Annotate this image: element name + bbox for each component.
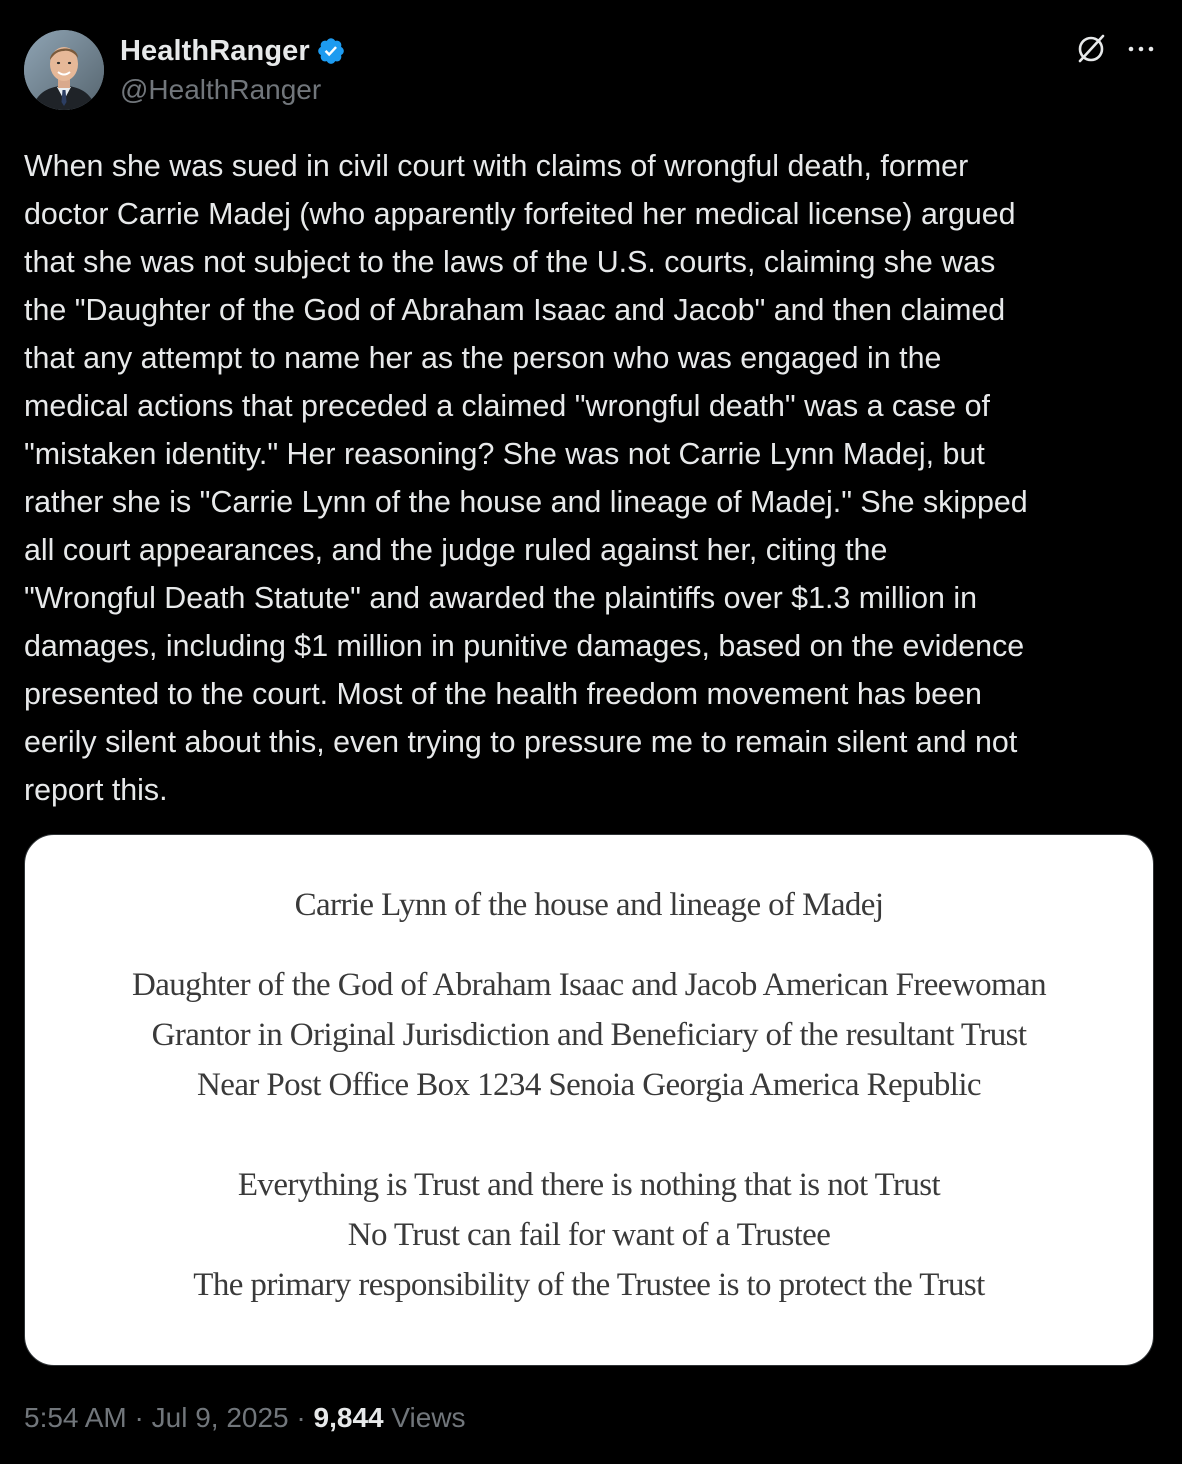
attached-image[interactable]	[24, 834, 1154, 1366]
image-line-maxim-3: The primary responsibility of the Trustee is to protect the Trust	[193, 1267, 985, 1303]
image-line-address: Near Post Office Box 1234 Senoia Georgia America Republic	[197, 1067, 981, 1103]
image-line-maxim-2: No Trust can fail for want of a Trustee	[347, 1217, 831, 1253]
author-handle[interactable]: @HealthRanger	[120, 74, 322, 105]
tweet-meta	[24, 1402, 466, 1434]
verified-badge-icon[interactable]	[316, 36, 346, 66]
post-time[interactable]: 5:54 AM	[24, 1402, 127, 1433]
views-count: 9,844	[313, 1402, 384, 1433]
meta-separator: ·	[126, 1402, 152, 1433]
display-name-row	[120, 32, 346, 70]
author-avatar[interactable]	[24, 30, 104, 110]
author-display-name[interactable]: HealthRanger	[120, 34, 310, 67]
more-options-icon[interactable]	[1124, 34, 1158, 64]
post-date[interactable]: Jul 9, 2025	[151, 1402, 289, 1433]
image-line-grantor: Grantor in Original Jurisdiction and Beneficiary of the resultant Trust	[151, 1017, 1027, 1053]
image-line-name: Carrie Lynn of the house and lineage of Madej	[294, 887, 884, 923]
author-names	[120, 32, 346, 106]
grok-icon[interactable]	[1074, 32, 1108, 66]
image-line-maxim-1: Everything is Trust and there is nothing that is not Trust	[237, 1167, 941, 1203]
tweet-header	[24, 30, 1158, 110]
views-label: Views	[383, 1402, 466, 1433]
image-line-title: Daughter of the God of Abraham Isaac and Jacob American Freewoman	[132, 967, 1046, 1003]
avatar-image	[24, 30, 104, 110]
meta-separator: ·	[288, 1402, 314, 1433]
tweet-text: When she was sued in civil court with claims of wrongful death, former doctor Carrie Madej (who apparently forfeited her medical license) argued that she was not subject to the laws of the U.S. courts, claiming she was the "Daughter of the God of Abraham Isaac and Jacob" and then claimed that any attempt to name her as the person who was engaged in the medical actions that preceded a claimed "wrongful death" was a case of "mistaken identity." Her reasoning? She was not Carrie Lynn Madej, but rather she is "Carrie Lynn of the house and lineage of Madej." She skipped all court appearances, and the judge ruled against her, citing the "Wrongful Death Statute" and awarded the plaintiffs over $1.3 million in damages, including $1 million in punitive damages, based on the evidence presented to the court. Most of the health freedom movement has been eerily silent about this, even trying to pressure me to remain silent and not report this.	[24, 149, 1028, 807]
